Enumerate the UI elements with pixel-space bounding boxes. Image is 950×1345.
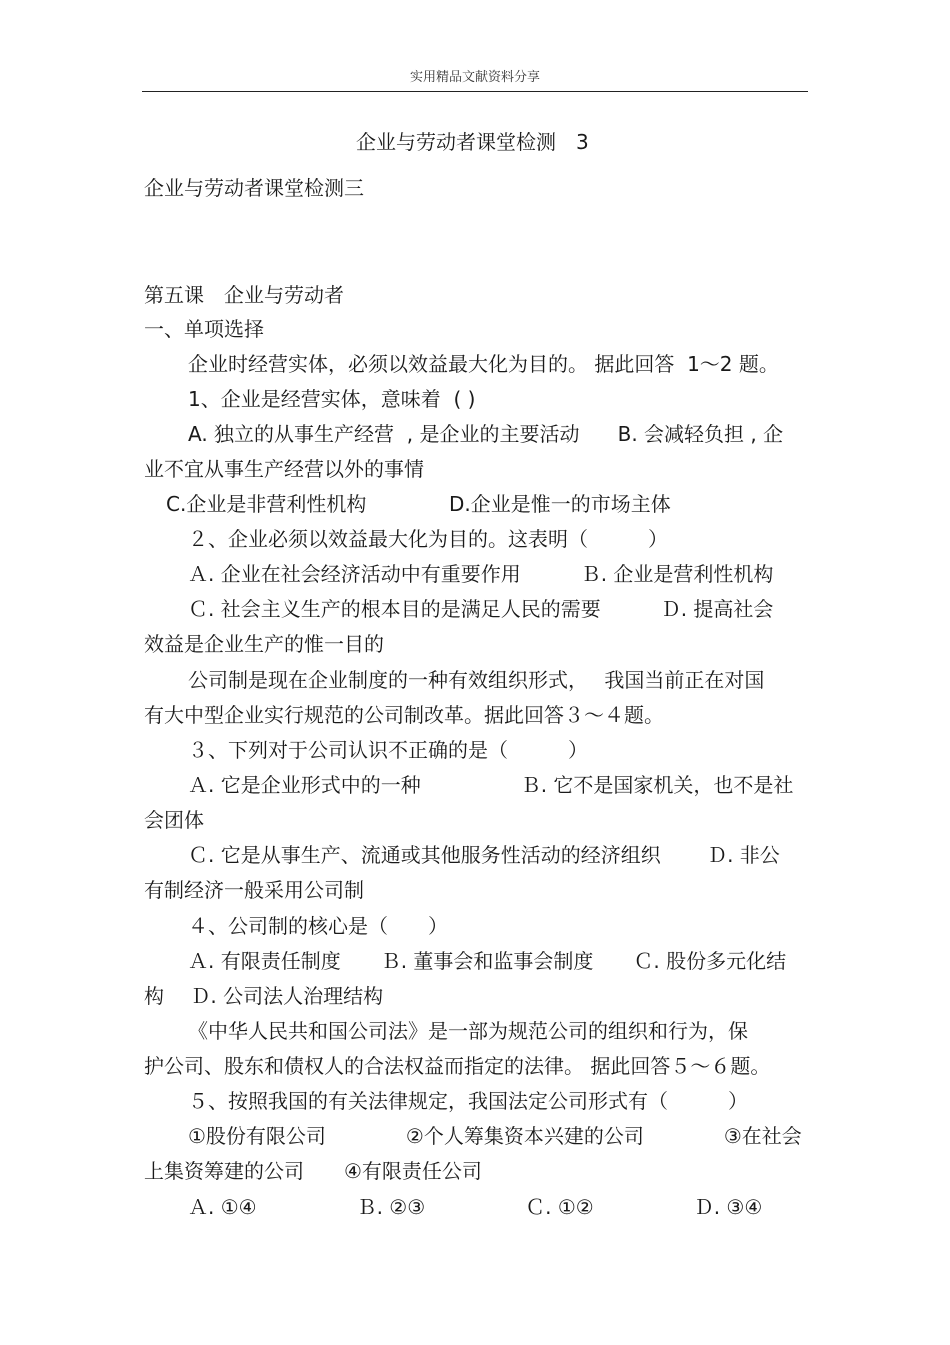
text-line: Ｃ. 它是从事生产、流通或其他服务性活动的经济组织 Ｄ. 非公 (188, 843, 780, 867)
doc-subtitle: 企业与劳动者课堂检测三 (144, 176, 364, 200)
text-line: 公司制是现在企业制度的一种有效组织形式， 我国当前正在对国 (188, 668, 765, 692)
text-line: C.企业是非营利性机构 D.企业是惟一的市场主体 (166, 492, 671, 516)
text-line: Ａ. ①④ Ｂ. ②③ Ｃ. ①② Ｄ. ③④ (188, 1195, 763, 1219)
text-line: 护公司、股东和债权人的合法权益而指定的法律。 据此回答５～６题。 (144, 1054, 771, 1078)
text-line: ４、公司制的核心是（ ） (188, 914, 448, 938)
text-line: Ａ. 它是企业形式中的一种 Ｂ. 它不是国家机关，也不是社 (188, 773, 794, 797)
text-line: ２、企业必须以效益最大化为目的。这表明（ ） (188, 527, 668, 551)
doc-title: 企业与劳动者课堂检测 3 (356, 130, 589, 154)
text-line: ３、下列对于公司认识不正确的是（ ） (188, 738, 588, 762)
text-line: 有制经济一般采用公司制 (144, 878, 364, 902)
text-line: 会团体 (144, 808, 204, 832)
text-line: 业不宜从事生产经营以外的事情 (144, 457, 424, 481)
text-line: A. 独立的从事生产经营 , 是企业的主要活动 B. 会减轻负担 , 企 (188, 422, 784, 446)
text-line: 企业时经营实体，必须以效益最大化为目的。 据此回答 1～2 题。 (188, 352, 779, 376)
text-line: ①股份有限公司 ②个人筹集资本兴建的公司 ③在社会 (188, 1124, 802, 1148)
text-line: 1、企业是经营实体，意味着 ( ) (188, 387, 476, 411)
text-line: 《中华人民共和国公司法》是一部为规范公司的组织和行为，保 (188, 1019, 748, 1043)
text-line: 上集资筹建的公司 ④有限责任公司 (144, 1159, 482, 1183)
header-text: 实用精品文献资料分享 (409, 70, 540, 85)
section-heading: 一、单项选择 (144, 317, 264, 341)
text-line: Ａ. 有限责任制度 Ｂ. 董事会和监事会制度 Ｃ. 股份多元化结 (188, 949, 787, 973)
text-line: ５、按照我国的有关法律规定，我国法定公司形式有（ ） (188, 1089, 748, 1113)
text-line: Ａ. 企业在社会经济活动中有重要作用 Ｂ. 企业是营利性机构 (188, 562, 774, 586)
text-line: 构 Ｄ. 公司法人治理结构 (144, 984, 384, 1008)
text-line: 效益是企业生产的惟一目的 (144, 632, 384, 656)
text-line: 有大中型企业实行规范的公司制改革。据此回答３～４题。 (144, 703, 664, 727)
lesson-heading: 第五课 企业与劳动者 (144, 283, 344, 307)
header-divider (142, 91, 808, 92)
text-line: Ｃ. 社会主义生产的根本目的是满足人民的需要 Ｄ. 提高社会 (188, 597, 774, 621)
